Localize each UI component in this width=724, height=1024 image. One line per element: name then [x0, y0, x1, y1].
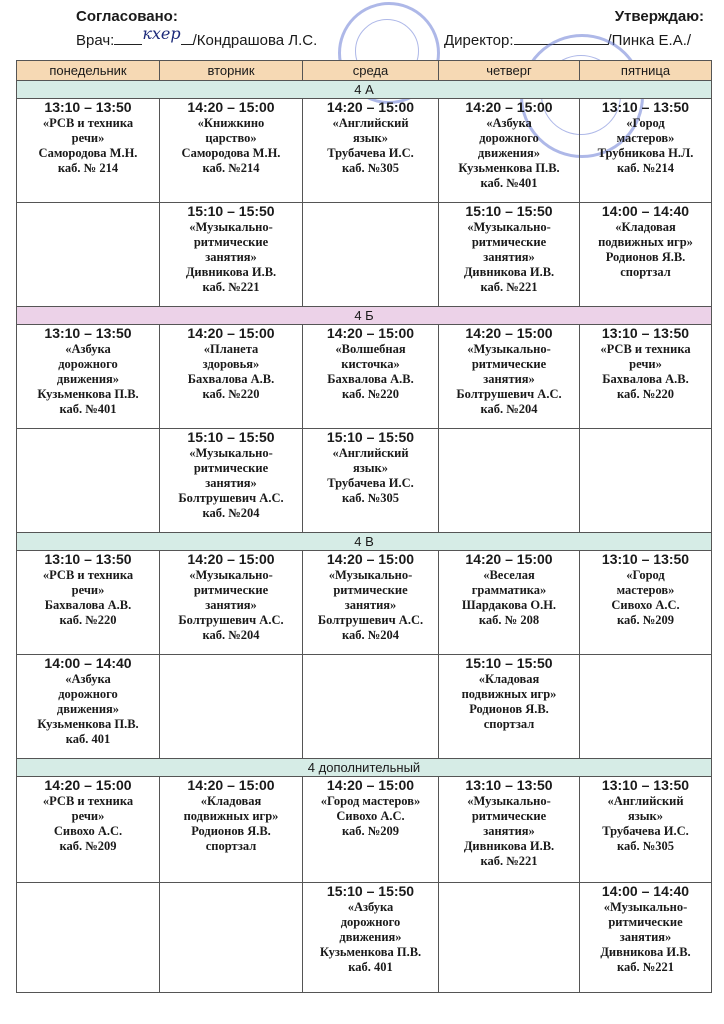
lesson-detail-line: занятия»	[483, 372, 535, 386]
lesson-row	[17, 777, 712, 883]
lesson-detail-line: кисточка»	[341, 357, 400, 371]
lesson-detail-line: каб. №209	[616, 613, 675, 627]
lesson-cell-thursday	[439, 551, 580, 655]
lesson-detail-line: каб. №220	[616, 387, 675, 401]
lesson-cell-tuesday	[160, 429, 303, 533]
lesson-detail-line: Дивникова И.В.	[600, 945, 691, 959]
lesson-detail-line: «РСВ и техника	[42, 794, 134, 808]
lesson-detail-line: «Музыкально-	[189, 220, 273, 234]
lesson-time: 14:20 – 15:00	[465, 99, 553, 115]
lesson-time: 15:10 – 15:50	[465, 655, 553, 671]
lesson-detail-line: «Кладовая	[615, 220, 676, 234]
lesson-cell-tuesday	[160, 777, 303, 883]
lesson-detail-line: Кузьменкова П.В.	[37, 387, 139, 401]
lesson-detail-line: занятия»	[344, 598, 397, 612]
lesson-time: 14:20 – 15:00	[44, 777, 132, 793]
lesson-detail-line: движения»	[477, 146, 541, 160]
grade-label: 4 В	[17, 533, 712, 551]
lesson-detail-line: каб. №305	[341, 161, 400, 175]
lesson-detail-line: Болтрушевич А.С.	[178, 613, 284, 627]
lesson-time: 14:20 – 15:00	[465, 325, 553, 341]
lesson-detail-line: каб. №214	[616, 161, 675, 175]
doctor-line	[76, 24, 318, 49]
lesson-detail-line: «Азбука	[65, 342, 111, 356]
lesson-detail-line: каб. №401	[59, 402, 117, 416]
lesson-detail-line: подвижных игр»	[183, 809, 279, 823]
lesson-detail-line: каб. №204	[202, 628, 260, 642]
grade-band-row	[17, 759, 712, 777]
lesson-detail-line: «Кладовая	[478, 672, 540, 686]
lesson-detail-line: ритмические	[608, 915, 683, 929]
lesson-detail-line: каб. №220	[341, 387, 400, 401]
lesson-cell-thursday	[439, 325, 580, 429]
lesson-detail-line: Бахвалова А.В.	[327, 372, 414, 386]
lesson-detail-line: «РСВ и техника	[600, 342, 691, 356]
lesson-detail-line: здоровья»	[202, 357, 260, 371]
lesson-time: 13:10 – 13:50	[44, 551, 132, 567]
doctor-name: /Кондрашова Л.С.	[192, 32, 318, 49]
lesson-time: 14:20 – 15:00	[187, 99, 275, 115]
lesson-detail-line: ритмические	[471, 235, 547, 249]
lesson-cell-friday	[580, 777, 712, 883]
lesson-detail-line: занятия»	[205, 598, 257, 612]
lesson-detail-line: каб. 401	[65, 732, 111, 746]
lesson-detail-line: Кузьменкова П.В.	[37, 717, 139, 731]
doctor-label: Врач:	[76, 32, 115, 49]
lesson-detail-line: Кузьменкова П.В.	[458, 161, 560, 175]
lesson-detail-line: царство»	[205, 131, 257, 145]
lesson-time: 13:10 – 13:50	[601, 99, 690, 115]
day-header-monday: понедельник	[17, 61, 160, 81]
lesson-cell-friday	[580, 429, 712, 533]
lesson-cell-monday	[17, 325, 160, 429]
lesson-detail-line: «Город	[626, 116, 665, 130]
lesson-cell-monday	[17, 551, 160, 655]
grade-band-row	[17, 533, 712, 551]
lesson-detail-line: дорожного	[58, 687, 118, 701]
lesson-cell-friday	[580, 99, 712, 203]
lesson-time: 13:10 – 13:50	[465, 777, 553, 793]
lesson-detail-line: ритмические	[471, 357, 547, 371]
lesson-cell-wednesday	[303, 203, 439, 307]
lesson-cell-wednesday	[303, 325, 439, 429]
lesson-detail-line: Трубачева И.С.	[327, 146, 414, 160]
lesson-time: 14:20 – 15:00	[326, 99, 415, 115]
lesson-cell-friday	[580, 551, 712, 655]
lesson-time: 15:10 – 15:50	[187, 203, 275, 219]
lesson-detail-line: «РСВ и техника	[42, 116, 134, 130]
lesson-time: 13:10 – 13:50	[601, 325, 690, 341]
lesson-time: 14:00 – 14:40	[44, 655, 132, 671]
lesson-time: 14:00 – 14:40	[601, 203, 690, 219]
lesson-detail-line: дорожного	[340, 915, 401, 929]
lesson-detail-line: занятия»	[483, 824, 535, 838]
lesson-detail-line: Бахвалова А.В.	[44, 598, 132, 612]
lesson-detail-line: спортзал	[205, 839, 257, 853]
lesson-time: 14:20 – 15:00	[187, 777, 275, 793]
lesson-detail-line: Болтрушевич А.С.	[178, 491, 284, 505]
lesson-detail-line: Бахвалова А.В.	[602, 372, 689, 386]
lesson-detail-line: занятия»	[205, 250, 257, 264]
lesson-detail-line: Родионов Я.В.	[469, 702, 549, 716]
lesson-time: 15:10 – 15:50	[187, 429, 275, 445]
lesson-row	[17, 203, 712, 307]
lesson-detail-line: каб. №221	[616, 960, 675, 974]
lesson-detail-line: Бахвалова А.В.	[187, 372, 275, 386]
director-label: Директор:	[444, 32, 514, 49]
lesson-detail-line: дорожного	[58, 357, 118, 371]
lesson-time: 15:10 – 15:50	[326, 429, 415, 445]
grade-label: 4 дополнительный	[17, 759, 712, 777]
grade-band-row	[17, 307, 712, 325]
lesson-detail-line: Сивохо А.С.	[611, 598, 680, 612]
lesson-detail-line: Дивникова И.В.	[463, 265, 555, 279]
lesson-time: 15:10 – 15:50	[326, 883, 415, 899]
lesson-cell-wednesday	[303, 429, 439, 533]
lesson-cell-wednesday	[303, 883, 439, 993]
grade-band-row	[17, 81, 712, 99]
doctor-sign-blank-left	[114, 30, 142, 45]
lesson-detail-line: Трубачева И.С.	[602, 824, 689, 838]
lesson-detail-line: Самородова М.Н.	[38, 146, 138, 160]
lesson-cell-friday	[580, 655, 712, 759]
lesson-time: 14:20 – 15:00	[187, 551, 275, 567]
day-header-wednesday: среда	[303, 61, 439, 81]
doctor-signature: кхер	[142, 24, 181, 43]
lesson-time: 13:10 – 13:50	[601, 551, 690, 567]
lesson-detail-line: Кузьменкова П.В.	[319, 945, 422, 959]
lesson-cell-tuesday	[160, 883, 303, 993]
schedule-table	[16, 60, 712, 993]
lesson-row	[17, 325, 712, 429]
lesson-time: 13:10 – 13:50	[601, 777, 690, 793]
lesson-detail-line: спортзал	[483, 717, 535, 731]
lesson-detail-line: «Музыкально-	[189, 446, 273, 460]
lesson-detail-line: «Музыкально-	[467, 220, 551, 234]
lesson-detail-line: «Кладовая	[200, 794, 262, 808]
lesson-row	[17, 99, 712, 203]
doctor-sign-blank-right	[181, 30, 193, 45]
lesson-cell-thursday	[439, 777, 580, 883]
lesson-cell-thursday	[439, 655, 580, 759]
lesson-detail-line: ритмические	[333, 583, 408, 597]
lesson-detail-line: каб. №305	[341, 491, 400, 505]
lesson-detail-line: «Веселая	[483, 568, 535, 582]
lesson-cell-thursday	[439, 99, 580, 203]
lesson-detail-line: «Английский	[332, 446, 409, 460]
lesson-detail-line: Родионов Я.В.	[605, 250, 686, 264]
agreed-title: Согласовано:	[76, 8, 178, 25]
lesson-detail-line: «Музыкально-	[189, 568, 273, 582]
lesson-detail-line: речи»	[71, 809, 105, 823]
lesson-detail-line: грамматика»	[471, 583, 547, 597]
lesson-detail-line: каб. №221	[202, 280, 260, 294]
lesson-detail-line: каб. №220	[202, 387, 260, 401]
lesson-detail-line: «Азбука	[347, 900, 394, 914]
lesson-detail-line: Шардакова О.Н.	[461, 598, 557, 612]
lesson-detail-line: речи»	[71, 131, 105, 145]
lesson-detail-line: Родионов Я.В.	[191, 824, 271, 838]
lesson-detail-line: занятия»	[619, 930, 672, 944]
lesson-cell-monday	[17, 203, 160, 307]
lesson-detail-line: «Планета	[203, 342, 259, 356]
lesson-detail-line: движения»	[339, 930, 402, 944]
lesson-detail-line: Самородова М.Н.	[181, 146, 281, 160]
grade-label: 4 Б	[17, 307, 712, 325]
lesson-detail-line: ритмические	[193, 583, 269, 597]
lesson-detail-line: «Английский	[607, 794, 684, 808]
lesson-detail-line: каб. №204	[202, 506, 260, 520]
lesson-time: 14:20 – 15:00	[187, 325, 275, 341]
lesson-row	[17, 883, 712, 993]
lesson-detail-line: каб. №209	[59, 839, 117, 853]
lesson-row	[17, 655, 712, 759]
lesson-detail-line: Трубачева И.С.	[327, 476, 414, 490]
lesson-detail-line: «Музыкально-	[467, 342, 551, 356]
lesson-detail-line: подвижных игр»	[461, 687, 557, 701]
lesson-cell-tuesday	[160, 99, 303, 203]
day-header-thursday: четверг	[439, 61, 580, 81]
day-header-friday: пятница	[580, 61, 712, 81]
lesson-detail-line: Болтрушевич А.С.	[317, 613, 424, 627]
lesson-time: 13:10 – 13:50	[44, 99, 132, 115]
day-header-tuesday: вторник	[160, 61, 303, 81]
lesson-detail-line: каб. №305	[616, 839, 675, 853]
lesson-detail-line: каб. №401	[480, 176, 538, 190]
lesson-time: 14:20 – 15:00	[326, 551, 415, 567]
lesson-cell-tuesday	[160, 203, 303, 307]
schedule-body	[17, 81, 712, 993]
lesson-detail-line: каб. №221	[480, 854, 538, 868]
lesson-detail-line: «Книжкино	[197, 116, 265, 130]
lesson-cell-thursday	[439, 883, 580, 993]
lesson-detail-line: ритмические	[193, 235, 269, 249]
lesson-detail-line: спортзал	[620, 265, 671, 279]
lesson-cell-wednesday	[303, 777, 439, 883]
lesson-detail-line: «Музыкально-	[467, 794, 551, 808]
lesson-detail-line: Сивохо А.С.	[336, 809, 405, 823]
lesson-detail-line: движения»	[56, 372, 120, 386]
lesson-detail-line: каб. №214	[202, 161, 260, 175]
approval-header	[76, 6, 704, 56]
lesson-cell-wednesday	[303, 99, 439, 203]
lesson-detail-line: «Азбука	[65, 672, 111, 686]
lesson-cell-friday	[580, 325, 712, 429]
lesson-detail-line: речи»	[629, 357, 662, 371]
lesson-time: 14:20 – 15:00	[326, 777, 415, 793]
lesson-detail-line: «Город	[626, 568, 665, 582]
lesson-detail-line: подвижных игр»	[598, 235, 693, 249]
lesson-detail-line: каб. №204	[480, 402, 538, 416]
lesson-cell-thursday	[439, 429, 580, 533]
lesson-cell-monday	[17, 777, 160, 883]
lesson-detail-line: речи»	[71, 583, 105, 597]
lesson-detail-line: «Волшебная	[335, 342, 406, 356]
lesson-cell-monday	[17, 883, 160, 993]
lesson-detail-line: каб. 401	[348, 960, 393, 974]
lesson-detail-line: язык»	[628, 809, 663, 823]
lesson-detail-line: «Английский	[332, 116, 409, 130]
lesson-detail-line: занятия»	[483, 250, 535, 264]
lesson-detail-line: «Азбука	[486, 116, 532, 130]
lesson-detail-line: Болтрушевич А.С.	[456, 387, 562, 401]
lesson-detail-line: каб. №209	[341, 824, 400, 838]
lesson-detail-line: ритмические	[193, 461, 269, 475]
lesson-detail-line: мастеров»	[616, 131, 675, 145]
lesson-cell-tuesday	[160, 655, 303, 759]
lesson-time: 15:10 – 15:50	[465, 203, 553, 219]
lesson-cell-monday	[17, 655, 160, 759]
lesson-detail-line: мастеров»	[616, 583, 675, 597]
director-line	[444, 30, 691, 49]
lesson-detail-line: каб. № 214	[57, 161, 119, 175]
lesson-cell-thursday	[439, 203, 580, 307]
lesson-row	[17, 551, 712, 655]
lesson-time: 14:00 – 14:40	[601, 883, 690, 899]
lesson-detail-line: Дивникова И.В.	[463, 839, 555, 853]
lesson-detail-line: каб. №204	[341, 628, 400, 642]
grade-label: 4 А	[17, 81, 712, 99]
lesson-detail-line: Трубникова Н.Л.	[597, 146, 694, 160]
director-name: /Пинка Е.А./	[607, 32, 692, 49]
lesson-cell-tuesday	[160, 551, 303, 655]
lesson-detail-line: движения»	[56, 702, 120, 716]
lesson-cell-wednesday	[303, 551, 439, 655]
lesson-detail-line: Дивникова И.В.	[185, 265, 277, 279]
lesson-detail-line: «Музыкально-	[603, 900, 688, 914]
lesson-detail-line: ритмические	[471, 809, 547, 823]
lesson-cell-monday	[17, 429, 160, 533]
days-header-row	[17, 61, 712, 81]
lesson-detail-line: язык»	[353, 131, 388, 145]
lesson-time: 14:20 – 15:00	[326, 325, 415, 341]
lesson-cell-friday	[580, 883, 712, 993]
lesson-detail-line: каб. №220	[59, 613, 117, 627]
lesson-cell-tuesday	[160, 325, 303, 429]
lesson-detail-line: «РСВ и техника	[42, 568, 134, 582]
lesson-detail-line: каб. №221	[480, 280, 538, 294]
lesson-detail-line: язык»	[353, 461, 388, 475]
lesson-cell-wednesday	[303, 655, 439, 759]
lesson-detail-line: занятия»	[205, 476, 257, 490]
lesson-detail-line: дорожного	[479, 131, 539, 145]
lesson-row	[17, 429, 712, 533]
lesson-time: 14:20 – 15:00	[465, 551, 553, 567]
lesson-time: 13:10 – 13:50	[44, 325, 132, 341]
approve-title: Утверждаю:	[614, 8, 704, 25]
director-sign-blank	[514, 30, 608, 45]
lesson-cell-friday	[580, 203, 712, 307]
lesson-detail-line: каб. № 208	[478, 613, 540, 627]
lesson-detail-line: «Город мастеров»	[320, 794, 421, 808]
lesson-detail-line: «Музыкально-	[328, 568, 413, 582]
lesson-cell-monday	[17, 99, 160, 203]
lesson-detail-line: Сивохо А.С.	[53, 824, 123, 838]
